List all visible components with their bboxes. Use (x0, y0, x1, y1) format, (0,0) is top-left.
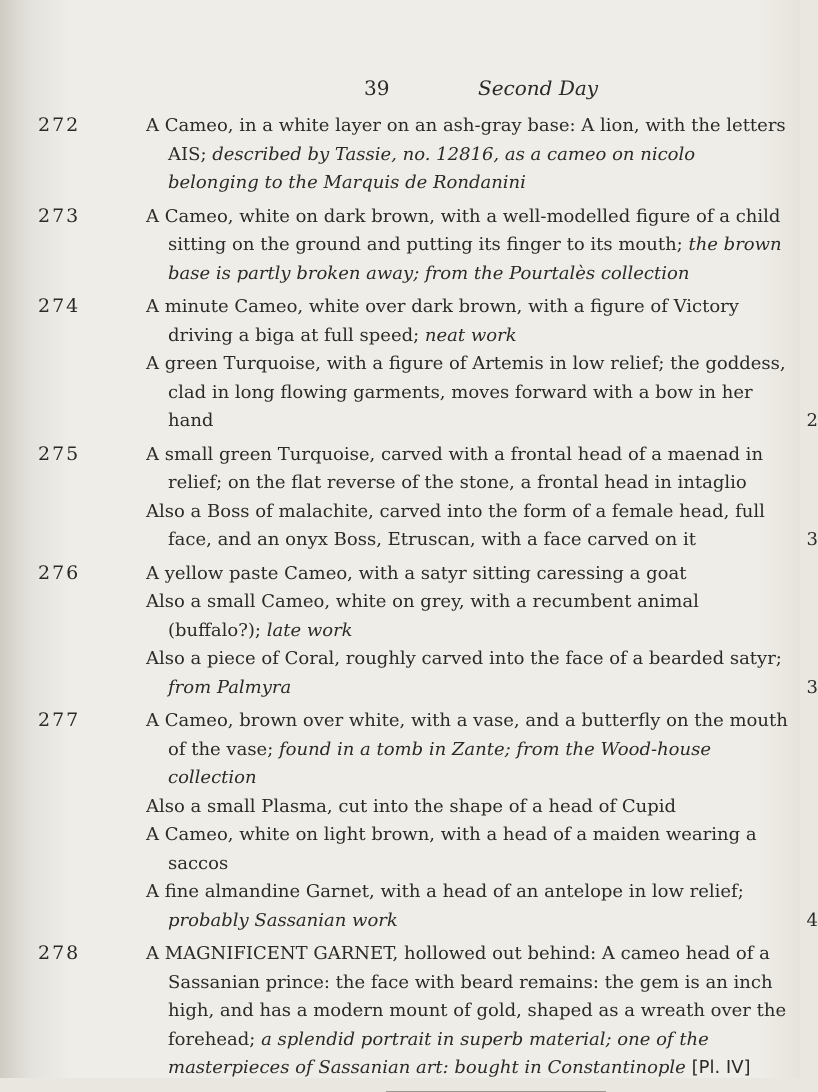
item-count: 3 (806, 676, 818, 698)
lot-273 (0, 203, 800, 289)
lot-number: 274 (38, 295, 81, 317)
page-header (0, 76, 800, 102)
lot-number: 277 (38, 709, 81, 731)
entry-note: the brown base is partly broken away; from the Pourtalès collection (168, 234, 782, 284)
lot-entry (146, 560, 818, 589)
plate-reference: [Pl. IV] (691, 1057, 751, 1078)
lot-275 (0, 441, 818, 555)
lot-number: 276 (38, 561, 81, 584)
entry-text: A minute Cameo, white over dark brown, with a figure of Victory driving a biga at full speed; (146, 296, 739, 346)
lot-entry (146, 707, 818, 793)
entry-text: Also a small Cameo, white on grey, with a recumbent animal (buffalo?); (146, 591, 699, 641)
lot-entry (146, 940, 818, 1083)
item-count: 3 (806, 529, 818, 550)
entry-note: a splendid portrait in superb material; one of the masterpieces of Sassanian art: bought in Constantinople (168, 1028, 709, 1078)
entry-note: late work (266, 619, 353, 641)
lot-276 (0, 560, 818, 703)
lot-entry (146, 645, 818, 702)
lot-entry (146, 588, 818, 645)
entry-text: A Cameo, brown over white, with a vase, and a butterfly on the mouth of the vase; (146, 710, 788, 760)
lot-entry (146, 203, 818, 289)
entry-text: A Cameo, in a white layer on an ash-gray base: A lion, with the letters AIS; (146, 115, 786, 165)
entry-text: Also a Boss of malachite, carved into the form of a female head, full face, and an onyx Boss, Etruscan, with a face carved on it (146, 500, 765, 550)
lot-entry (146, 293, 818, 350)
entry-note: found in a tomb in Zante; from the Wood-house collection (168, 738, 711, 788)
end-rule (386, 1091, 606, 1092)
entry-text: A MAGNIFICENT GARNET, hollowed out behind: A cameo head of a Sassanian prince: the face with beard remains: the gem is an inch high, and has a modern mount of gold, shaped as a wreath over the forehead; (146, 943, 787, 1050)
lot-number: 272 (38, 114, 81, 136)
lot-number: 275 (38, 442, 81, 465)
catalogue-body (0, 112, 818, 1092)
lot-278 (0, 940, 800, 1083)
entry-text: Also a small Plasma, cut into the shape of a head of Cupid (146, 795, 677, 817)
lot-entry (146, 793, 818, 822)
entry-text: Also a piece of Coral, roughly carved into the face of a bearded satyr; (146, 648, 782, 669)
lot-number: 273 (38, 204, 81, 227)
lot-number: 278 (38, 942, 81, 964)
entry-note: probably Sassanian work (168, 909, 398, 931)
lot-entry (146, 821, 818, 878)
lot-277 (0, 707, 818, 935)
entry-text: A green Turquoise, with a figure of Artemis in low relief; the goddess, clad in long flowing garments, moves forward with a bow in her hand (146, 353, 786, 431)
item-count: 2 (806, 410, 818, 431)
item-count: 4 (806, 909, 818, 931)
lot-entry (146, 112, 818, 198)
lot-274 (0, 293, 818, 436)
lot-entry (146, 498, 818, 555)
entry-text: A small green Turquoise, carved with a frontal head of a maenad in relief; on the flat reverse of the stone, a frontal head in intaglio (146, 443, 764, 493)
running-title: Second Day (478, 76, 599, 100)
entry-note: described by Tassie, no. 12816, as a cameo on nicolo belonging to the Marquis de Rondanini (168, 143, 696, 193)
entry-note: from Palmyra (168, 676, 292, 698)
lot-272 (0, 112, 800, 198)
entry-note: neat work (424, 324, 517, 346)
lot-entry (146, 878, 818, 935)
lot-entry (146, 350, 818, 436)
entry-text: A Cameo, white on dark brown, with a well-modelled figure of a child sitting on the ground and putting its finger to its mouth; (146, 205, 781, 255)
lot-entry (146, 441, 818, 498)
page-number: 39 (364, 76, 390, 100)
entry-text: A yellow paste Cameo, with a satyr sitting caressing a goat (146, 562, 687, 584)
entry-text: A fine almandine Garnet, with a head of an antelope in low relief; (146, 881, 744, 902)
entry-text: A Cameo, white on light brown, with a head of a maiden wearing a saccos (146, 824, 757, 874)
